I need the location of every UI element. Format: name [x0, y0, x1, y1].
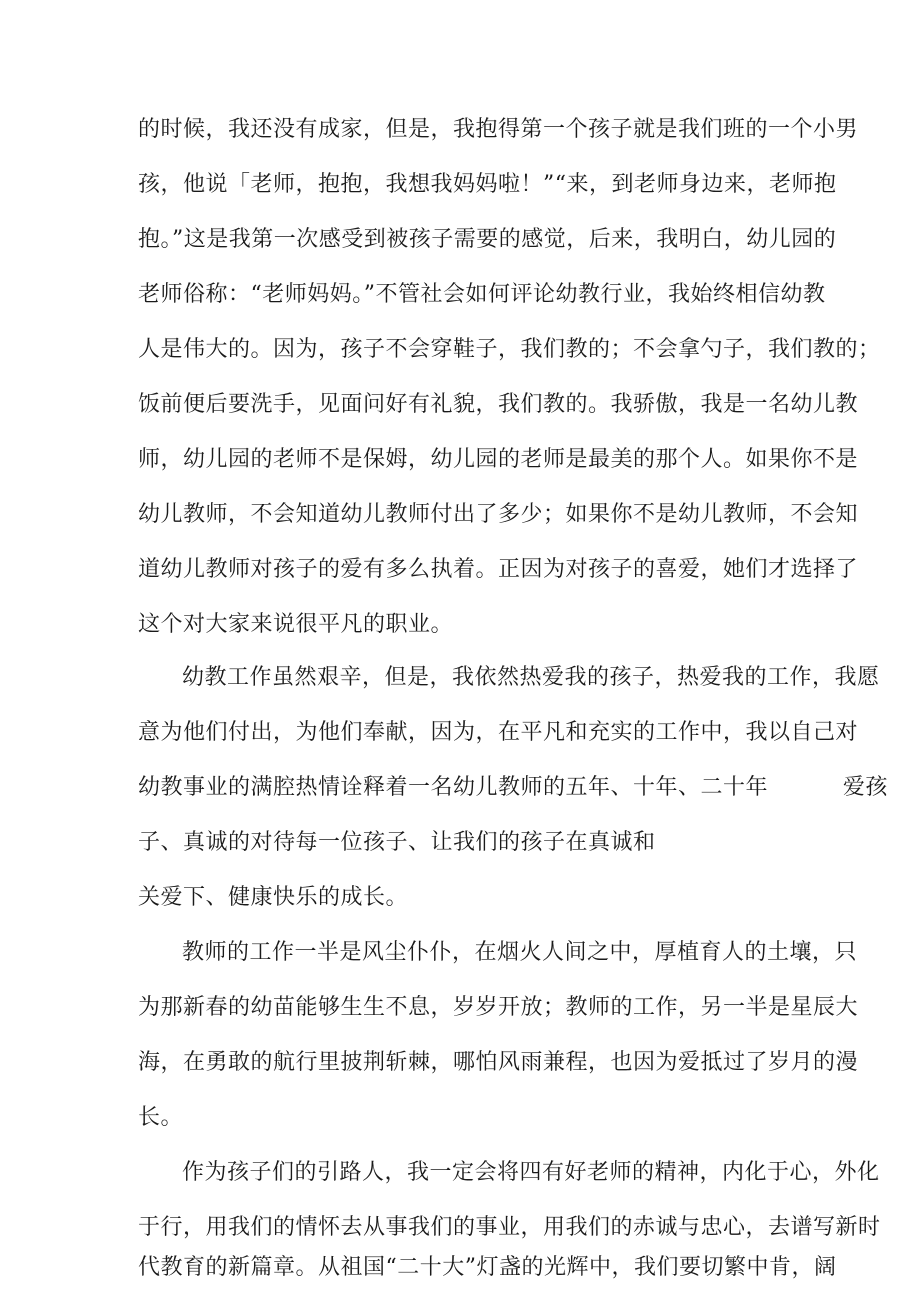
text-line: 意为他们付出，为他们奉献，因为，在平凡和充实的工作中，我以自己对	[138, 720, 859, 745]
text-line: 老师俗称：“老师妈妈。”不管社会如何评论幼教行业，我始终相信幼教	[138, 282, 826, 307]
text-line: 孩，他说「老师，抱抱，我想我妈妈啦！”“来，到老师身边来，老师抱	[138, 172, 837, 197]
text-line: 关爱下、健康快乐的成长。	[138, 885, 409, 910]
text-line: 饭前便后要洗手，见面问好有礼貌，我们教的。我骄傲，我是一名幼儿教	[138, 392, 859, 417]
text-line: 子、真诚的对待每一位孩子、让我们的孩子在真诚和	[138, 830, 656, 855]
text-line: 长。	[138, 1105, 184, 1130]
text-line: 人是伟大的。因为，孩子不会穿鞋子，我们教的；不会拿勺子，我们教的；	[138, 337, 881, 362]
text-line: 这个对大家来说很平凡的职业。	[138, 612, 454, 637]
text-line: 师，幼儿园的老师不是保姆，幼儿园的老师是最美的那个人。如果你不是	[138, 447, 859, 472]
text-line: 海，在勇敢的航行里披荆斩棘，哪怕风雨兼程，也因为爱抵过了岁月的漫	[138, 1050, 859, 1075]
text-line: 幼教事业的满腔热情诠释着一名幼儿教师的五年、十年、二十年 爱孩	[138, 775, 888, 800]
text-line: 幼儿教师，不会知道幼儿教师付出了多少；如果你不是幼儿教师，不会知	[138, 502, 859, 527]
text-line: 代教育的新篇章。从祖国“二十大”灯盏的光辉中，我们要切繁中肯，阔	[138, 1255, 837, 1280]
paragraph-first-line: 教师的工作一半是风尘仆仆，在烟火人间之中，厚植育人的土壤，只	[182, 940, 858, 965]
text-line: 抱。”这是我第一次感受到被孩子需要的感觉，后来，我明白，幼儿园的	[138, 227, 837, 252]
text-line: 道幼儿教师对孩子的爱有多么执着。正因为对孩子的喜爱，她们才选择了	[138, 557, 859, 582]
text-line: 的时候，我还没有成家，但是，我抱得第一个孩子就是我们班的一个小男	[138, 117, 859, 142]
text-line: 为那新春的幼苗能够生生不息，岁岁开放；教师的工作，另一半是星辰大	[138, 995, 859, 1020]
paragraph-first-line: 作为孩子们的引路人，我一定会将四有好老师的精神，内化于心，外化	[182, 1160, 880, 1185]
paragraph-first-line: 幼教工作虽然艰辛，但是，我依然热爱我的孩子，热爱我的工作，我愿	[182, 665, 880, 690]
text-line: 于行，用我们的情怀去从事我们的事业，用我们的赤诚与忠心，去谱写新时	[138, 1215, 881, 1240]
